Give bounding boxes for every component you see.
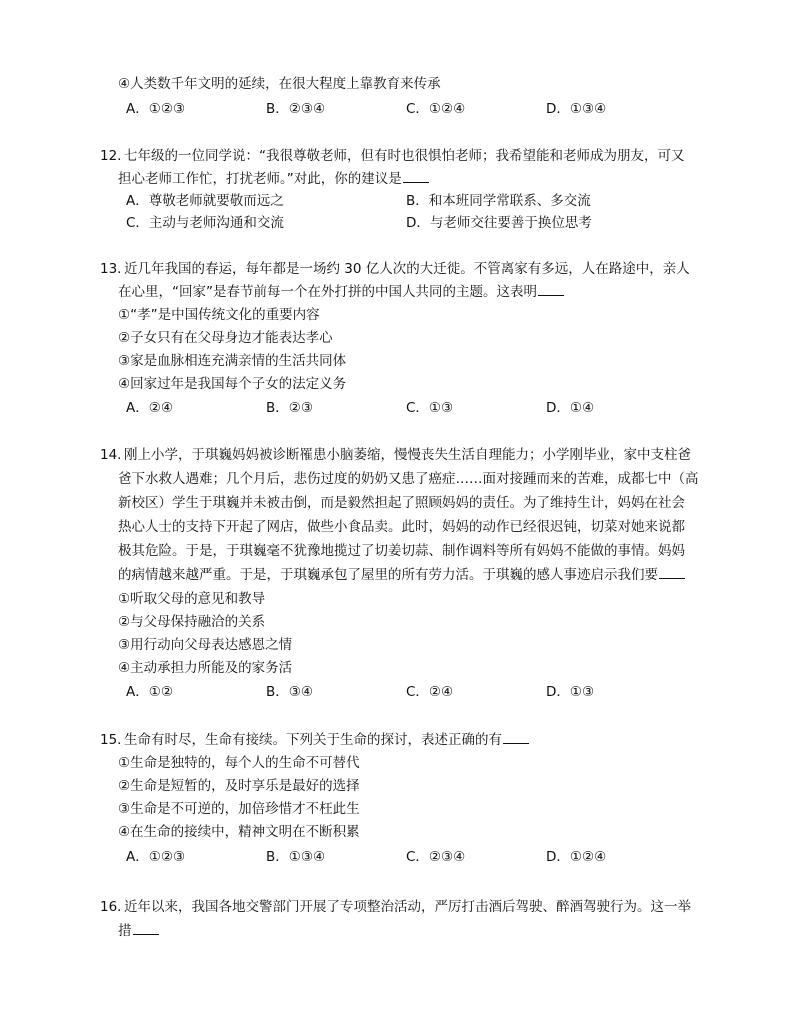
question-13-stem: 近几年我国的春运，每年都是一场约 30 亿人次的大迁徙。不管离家有多远，人在路途中，亲人 — [124, 261, 690, 277]
question-16-number: 16. — [100, 899, 122, 915]
option-a: A．①②③ — [126, 101, 186, 117]
answer-blank — [403, 168, 429, 183]
question-12-stem: 七年级的一位同学说：“我很尊敬老师，但有时也很惧怕老师；我希望能和老师成为朋友，可又 — [124, 148, 685, 164]
statement: ③用行动向父母表达感恩之情 — [118, 637, 293, 653]
statement: ④在生命的接续中，精神文明在不断积累 — [118, 824, 360, 840]
statement: ④主动承担力所能及的家务活 — [118, 660, 293, 676]
option-b: B．③④ — [266, 684, 313, 700]
option-b: B．①③④ — [266, 849, 326, 865]
option-b: B．②③④ — [266, 101, 326, 117]
statement: ①“孝”是中国传统文化的重要内容 — [118, 307, 320, 323]
answer-blank — [133, 920, 159, 935]
option-b: B．和本班同学常联系、多交流 — [406, 193, 591, 209]
question-13-number: 13. — [100, 261, 122, 277]
answer-blank — [503, 729, 529, 744]
question-12-number: 12. — [100, 148, 122, 164]
option-b: B．②③ — [266, 400, 313, 416]
option-c: C．①②④ — [406, 101, 466, 117]
option-d: D．①②④ — [546, 849, 607, 865]
question-16-stem: 措 — [118, 920, 159, 942]
option-a: A．尊敬老师就要敬而远之 — [126, 193, 284, 209]
statement: ①生命是独特的，每个人的生命不可替代 — [118, 755, 360, 771]
question-14-stem: 新校区）学生于琪巍并未被击倒，而是毅然担起了照顾妈妈的责任。为了维持生计，妈妈在社会 — [118, 495, 685, 511]
question-12-stem: 担心老师工作忙，打扰老师。”对此，你的建议是 — [118, 168, 429, 190]
option-c: C．主动与老师沟通和交流 — [126, 215, 284, 231]
question-15-number: 15. — [100, 732, 122, 748]
statement: ③家是血脉相连充满亲情的生活共同体 — [118, 353, 347, 369]
option-d: D．①③ — [546, 684, 595, 700]
question-14-stem: 刚上小学，于琪巍妈妈被诊断罹患小脑萎缩，慢慢丧失生活自理能力；小学刚毕业，家中支柱爸 — [124, 447, 691, 463]
statement: ①听取父母的意见和教导 — [118, 591, 266, 607]
answer-blank — [659, 564, 685, 579]
statement: ④人类数千年文明的延续，在很大程度上靠教育来传承 — [118, 76, 441, 92]
option-c: C．②④ — [406, 684, 454, 700]
option-d: D．与老师交往要善于换位思考 — [406, 215, 592, 231]
statement: ③生命是不可逆的，加倍珍惜才不枉此生 — [118, 801, 360, 817]
question-14-stem: 的病情越来越严重。于是，于琪巍承包了屋里的所有劳力活。于琪巍的感人事迹启示我们要 — [118, 564, 685, 586]
question-14-stem: 热心人士的支持下开起了网店，做些小食品卖。此时，妈妈的动作已经很迟钝，切菜对她来说都 — [118, 519, 685, 535]
question-14-stem: 极其危险。于是，于琪巍毫不犹豫地揽过了切姜切蒜、制作调料等所有妈妈不能做的事情。妈妈 — [118, 543, 685, 559]
answer-blank — [538, 281, 564, 296]
option-c: C．①③ — [406, 400, 454, 416]
option-c: C．②③④ — [406, 849, 466, 865]
option-a: A．②④ — [126, 400, 173, 416]
question-16-stem: 近年以来，我国各地交警部门开展了专项整治活动，严厉打击酒后驾驶、醉酒驾驶行为。这一举 — [124, 899, 691, 915]
question-14-number: 14. — [100, 447, 122, 463]
option-d: D．①③④ — [546, 101, 607, 117]
option-d: D．①④ — [546, 400, 595, 416]
statement: ④回家过年是我国每个子女的法定义务 — [118, 376, 347, 392]
question-13-stem: 在心里，“回家”是春节前每一个在外打拼的中国人共同的主题。这表明 — [118, 281, 564, 303]
option-a: A．①②③ — [126, 849, 186, 865]
statement: ②生命是短暂的，及时享乐是最好的选择 — [118, 778, 360, 794]
question-14-stem: 爸下水救人遇难；几个月后，悲伤过度的奶奶又患了癌症……面对接踵而来的苦难，成都七中（高 — [118, 471, 699, 487]
statement: ②子女只有在父母身边才能表达孝心 — [118, 330, 333, 346]
option-a: A．①② — [126, 684, 173, 700]
question-15-stem: 生命有时尽，生命有接续。下列关于生命的探讨，表述正确的有 — [124, 729, 529, 751]
statement: ②与父母保持融洽的关系 — [118, 614, 266, 630]
